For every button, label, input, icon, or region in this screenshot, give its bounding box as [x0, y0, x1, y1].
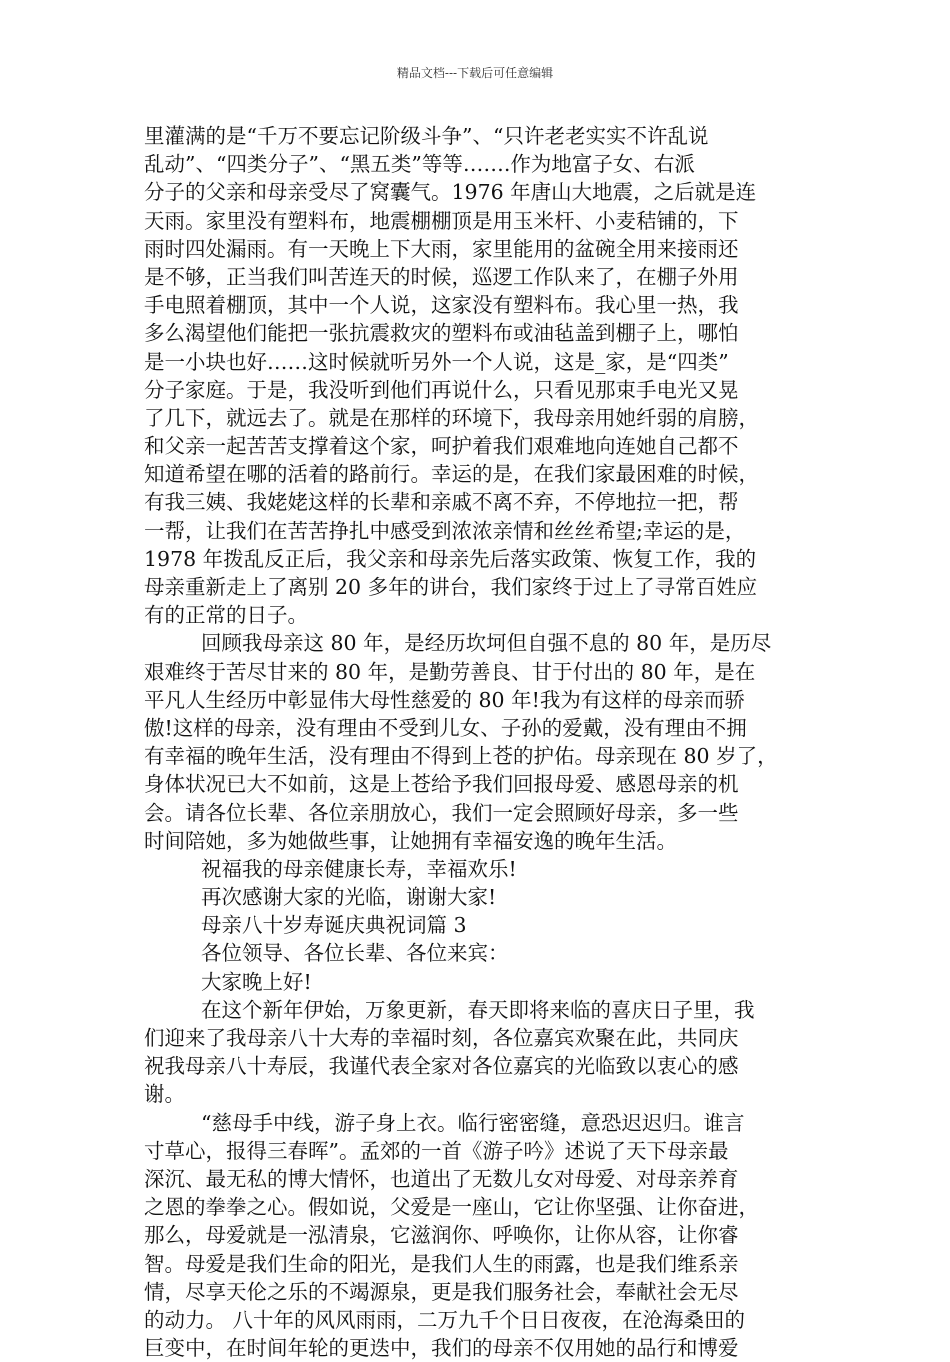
text-line: 大家晚上好! — [201, 969, 312, 994]
text-line: 再次感谢大家的光临，谢谢大家! — [201, 885, 497, 910]
text-line: 那么，母爱就是一泓清泉，它滋润你、呼唤你，让你从容，让你睿 — [144, 1223, 739, 1248]
text-line: 在这个新年伊始，万象更新，春天即将来临的喜庆日子里，我 — [201, 997, 755, 1022]
text-line: 的动力。 八十年的风风雨雨，二万九千个日日夜夜，在沧海桑田的 — [144, 1307, 746, 1332]
text-line: 平凡人生经历中彰显伟大母性慈爱的 80 年!我为有这样的母亲而骄 — [144, 687, 745, 712]
text-line: 知道希望在哪的活着的路前行。幸运的是，在我们家最困难的时候， — [144, 462, 759, 487]
text-line: 们迎来了我母亲八十大寿的幸福时刻，各位嘉宾欢聚在此，共同庆 — [144, 1026, 739, 1050]
text-line: 之恩的拳拳之心。假如说，父爱是一座山，它让你坚强、让你奋进， — [144, 1195, 759, 1220]
text-line: 是一小块也好……这时候就听另外一个人说，这是_家，是“四类” — [144, 349, 729, 374]
text-line: 一帮，让我们在苦苦挣扎中感受到浓浓亲情和丝丝希望;幸运的是， — [144, 518, 746, 543]
text-line: “慈母手中线，游子身上衣。临行密密缝，意恐迟迟归。谁言 — [201, 1110, 745, 1135]
text-line: 傲!这样的母亲，没有理由不受到儿女、子孙的爱戴，没有理由不拥 — [144, 715, 747, 740]
text-line: 深沉、最无私的博大情怀，也道出了无数儿女对母爱、对母亲养育 — [144, 1166, 739, 1191]
text-line: 分子家庭。于是，我没听到他们再说什么，只看见那束手电光又晃 — [144, 377, 739, 402]
text-line: 是不够，正当我们叫苦连天的时候，巡逻工作队来了，在棚子外用 — [144, 264, 739, 289]
text-line: 分子的父亲和母亲受尽了窝囊气。1976 年唐山大地震，之后就是连 — [144, 180, 757, 205]
text-line: 巨变中，在时间年轮的更迭中，我们的母亲不仅用她的品行和博爱 — [144, 1336, 739, 1361]
text-line: 有的正常的日子。 — [144, 603, 308, 628]
page-header: 精品文档---下载后可任意编辑 — [396, 66, 554, 80]
document-body — [144, 122, 832, 1362]
text-line: 艰难终于苦尽甘来的 80 年，是勤劳善良、甘于付出的 80 年，是在 — [144, 659, 756, 684]
text-line: 乱动”、“四类分子”、“黑五类”等等…….作为地富子女、右派 — [144, 152, 695, 177]
text-line: 回顾我母亲这 80 年，是经历坎坷但自强不息的 80 年，是历尽 — [201, 631, 772, 656]
text-line: 手电照着棚顶，其中一个人说，这家没有塑料布。我心里一热，我 — [144, 293, 739, 318]
text-line: 各位领导、各位长辈、各位来宾： — [201, 941, 509, 966]
text-line: 母亲重新走上了离别 20 多年的讲台，我们家终于过上了寻常百姓应 — [144, 575, 758, 599]
text-line: 身体状况已大不如前，这是上苍给予我们回报母爱、感恩母亲的机 — [144, 772, 739, 797]
text-line: 祝福我的母亲健康长寿，幸福欢乐! — [201, 856, 517, 881]
text-line: 谢。 — [144, 1082, 185, 1107]
text-line: 寸草心，报得三春晖”。孟郊的一首《游子吟》述说了天下母亲最 — [144, 1138, 729, 1163]
text-line: 有幸福的晚年生活，没有理由不得到上苍的护佑。母亲现在 80 岁了， — [144, 744, 778, 769]
text-line: 智。母爱是我们生命的阳光，是我们人生的雨露，也是我们维系亲 — [144, 1251, 739, 1276]
text-line: 雨时四处漏雨。有一天晚上下大雨，家里能用的盆碗全用来接雨还 — [144, 236, 739, 261]
text-line: 天雨。家里没有塑料布，地震棚棚顶是用玉米杆、小麦秸铺的，下 — [144, 208, 739, 233]
text-line: 1978 年拨乱反正后，我父亲和母亲先后落实政策、恢复工作，我的 — [144, 546, 757, 571]
text-line: 会。请各位长辈、各位亲朋放心，我们一定会照顾好母亲，多一些 — [144, 800, 739, 825]
text-line: 母亲八十岁寿诞庆典祝词篇 3 — [201, 913, 467, 938]
text-line: 里灌满的是“千万不要忘记阶级斗争”、“只许老老实实不许乱说 — [144, 124, 709, 148]
text-line: 了几下，就远去了。就是在那样的环境下，我母亲用她纤弱的肩膀， — [144, 405, 759, 430]
text-line: 多么渴望他们能把一张抗震救灾的塑料布或油毡盖到棚子上，哪怕 — [144, 321, 739, 346]
text-line: 情，尽享天伦之乐的不竭源泉，更是我们服务社会，奉献社会无尽 — [144, 1279, 739, 1304]
text-line: 和父亲一起苦苦支撑着这个家，呵护着我们艰难地向连她自己都不 — [144, 434, 739, 459]
text-line: 祝我母亲八十寿辰，我谨代表全家对各位嘉宾的光临致以衷心的感 — [144, 1054, 739, 1079]
text-line: 时间陪她，多为她做些事，让她拥有幸福安逸的晚年生活。 — [144, 828, 677, 853]
text-line: 有我三姨、我姥姥这样的长辈和亲戚不离不弃，不停地拉一把，帮 — [144, 490, 739, 515]
